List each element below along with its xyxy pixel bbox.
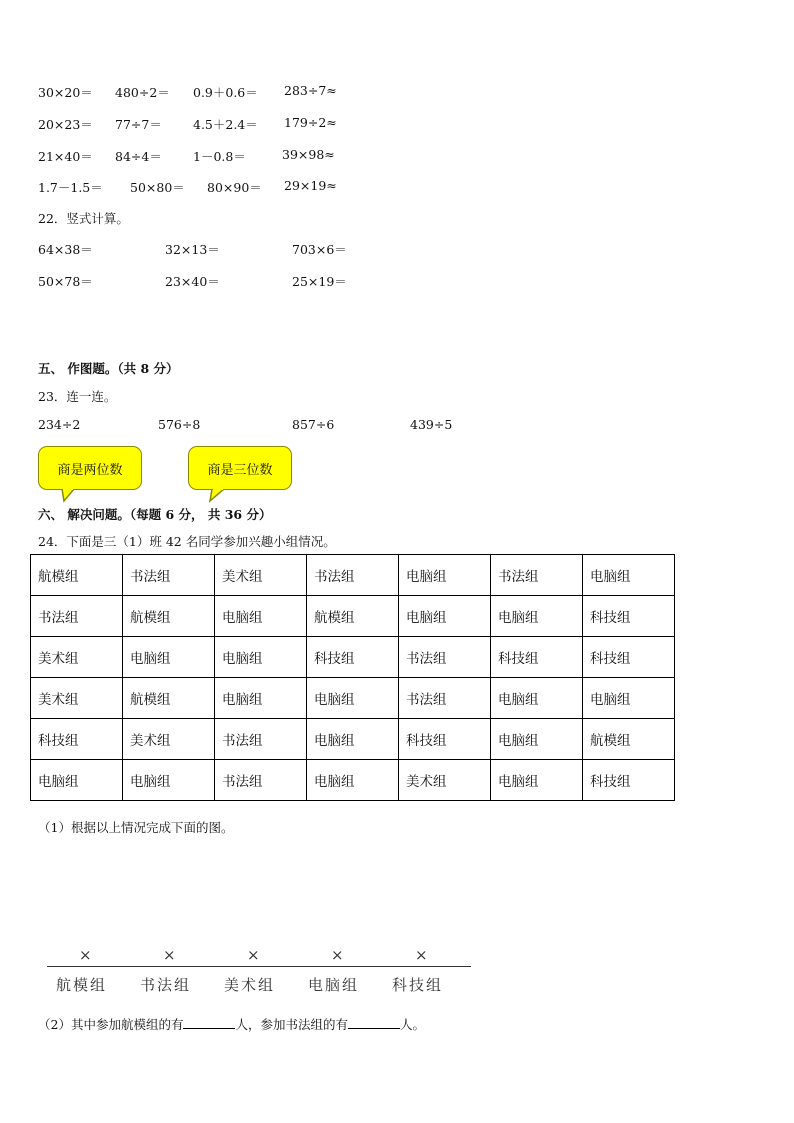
oral-calc-item: 21×40＝ <box>38 149 93 164</box>
table-cell: 航模组 <box>583 719 675 760</box>
question-title: 22．竖式计算。 <box>38 211 129 226</box>
tally-mark: × <box>79 946 92 964</box>
table-cell: 电脑组 <box>491 596 583 637</box>
sub-question-text: （2）其中参加航模组的有 <box>38 1017 184 1032</box>
table-cell: 航模组 <box>123 678 215 719</box>
table-cell: 电脑组 <box>399 555 491 596</box>
vertical-calc-item: 32×13＝ <box>165 242 220 257</box>
oral-calc-item: 77÷7＝ <box>115 117 162 132</box>
bubble-label: 商是三位数 <box>207 462 273 478</box>
table-cell: 美术组 <box>31 637 123 678</box>
table-cell: 电脑组 <box>583 678 675 719</box>
answer-blank-model[interactable] <box>183 1016 235 1029</box>
table-cell: 电脑组 <box>123 637 215 678</box>
expression: 576÷8 <box>158 417 201 432</box>
table-row <box>31 637 675 678</box>
sub-question-text: 人。 <box>399 1017 425 1032</box>
oral-calc-item: 283÷7≈ <box>284 83 337 98</box>
table-cell: 电脑组 <box>307 678 399 719</box>
expression: 439÷5 <box>410 417 453 432</box>
oral-calc-item: 1.7－1.5＝ <box>38 180 103 195</box>
table-cell: 科技组 <box>399 719 491 760</box>
table-cell: 书法组 <box>399 637 491 678</box>
table-cell: 航模组 <box>123 596 215 637</box>
table-cell: 电脑组 <box>31 760 123 801</box>
chart-category-label: 航模组 <box>56 976 108 994</box>
expression: 234÷2 <box>38 417 81 432</box>
table-cell: 科技组 <box>583 596 675 637</box>
table-cell: 书法组 <box>31 596 123 637</box>
table-cell: 航模组 <box>307 596 399 637</box>
table-cell: 电脑组 <box>215 637 307 678</box>
oral-calc-item: 84÷4＝ <box>115 149 162 164</box>
section-heading: 六、 解决问题。（每题 6 分， 共 36 分） <box>38 507 272 522</box>
table-cell: 科技组 <box>31 719 123 760</box>
table-cell: 书法组 <box>123 555 215 596</box>
tally-mark: × <box>247 946 260 964</box>
table-cell: 科技组 <box>307 637 399 678</box>
bubble-label: 商是两位数 <box>57 462 123 478</box>
section-heading: 五、 作图题。（共 8 分） <box>38 361 179 376</box>
sub-question-2 <box>38 1015 425 1033</box>
sub-question-1: （1）根据以上情况完成下面的图。 <box>38 820 234 835</box>
vertical-calc-item: 64×38＝ <box>38 242 93 257</box>
oral-calc-item: 80×90＝ <box>207 180 262 195</box>
oral-calc-item: 0.9＋0.6＝ <box>193 85 258 100</box>
tally-mark: × <box>163 946 176 964</box>
table-cell: 美术组 <box>123 719 215 760</box>
table-cell: 科技组 <box>583 637 675 678</box>
table-row <box>31 555 675 596</box>
table-cell: 电脑组 <box>399 596 491 637</box>
vertical-calc-item: 23×40＝ <box>165 274 220 289</box>
table-cell: 书法组 <box>491 555 583 596</box>
table-cell: 电脑组 <box>215 678 307 719</box>
question-title: 24．下面是三（1）班 42 名同学参加兴趣小组情况。 <box>38 534 336 549</box>
table-cell: 电脑组 <box>583 555 675 596</box>
interest-group-table <box>30 554 675 801</box>
vertical-calc-item: 25×19＝ <box>292 274 347 289</box>
chart-category-label: 美术组 <box>224 976 276 994</box>
oral-calc-item: 39×98≈ <box>282 147 335 162</box>
vertical-calc-item: 50×78＝ <box>38 274 93 289</box>
oral-calc-item: 20×23＝ <box>38 117 93 132</box>
table-cell: 书法组 <box>215 719 307 760</box>
table-cell: 电脑组 <box>491 760 583 801</box>
oral-calc-item: 50×80＝ <box>130 180 185 195</box>
question-title: 23．连一连。 <box>38 389 117 404</box>
table-cell: 电脑组 <box>491 719 583 760</box>
table-cell: 电脑组 <box>215 596 307 637</box>
table-cell: 书法组 <box>399 678 491 719</box>
tally-mark: × <box>415 946 428 964</box>
table-cell: 美术组 <box>399 760 491 801</box>
chart-category-label: 科技组 <box>392 976 444 994</box>
answer-blank-calligraphy[interactable] <box>348 1016 400 1029</box>
oral-calc-item: 30×20＝ <box>38 85 93 100</box>
table-cell: 书法组 <box>215 760 307 801</box>
oral-calc-item: 480÷2＝ <box>115 85 170 100</box>
expression: 857÷6 <box>292 417 335 432</box>
oral-calc-item: 4.5＋2.4＝ <box>193 117 258 132</box>
chart-baseline <box>47 966 471 967</box>
table-cell: 科技组 <box>583 760 675 801</box>
oral-calc-item: 29×19≈ <box>284 178 337 193</box>
table-row <box>31 760 675 801</box>
table-cell: 航模组 <box>31 555 123 596</box>
oral-calc-item: 179÷2≈ <box>284 115 337 130</box>
table-row <box>31 596 675 637</box>
table-row <box>31 719 675 760</box>
tally-mark: × <box>331 946 344 964</box>
oral-calc-item: 1－0.8＝ <box>193 149 246 164</box>
chart-category-label: 电脑组 <box>308 976 360 994</box>
table-cell: 书法组 <box>307 555 399 596</box>
table-row <box>31 678 675 719</box>
table-cell: 电脑组 <box>491 678 583 719</box>
chart-category-label: 书法组 <box>140 976 192 994</box>
table-cell: 电脑组 <box>307 719 399 760</box>
table-cell: 电脑组 <box>307 760 399 801</box>
table-cell: 电脑组 <box>123 760 215 801</box>
vertical-calc-item: 703×6＝ <box>292 242 347 257</box>
table-cell: 科技组 <box>491 637 583 678</box>
table-cell: 美术组 <box>31 678 123 719</box>
sub-question-text: 人，参加书法组的有 <box>235 1017 348 1032</box>
table-cell: 美术组 <box>215 555 307 596</box>
